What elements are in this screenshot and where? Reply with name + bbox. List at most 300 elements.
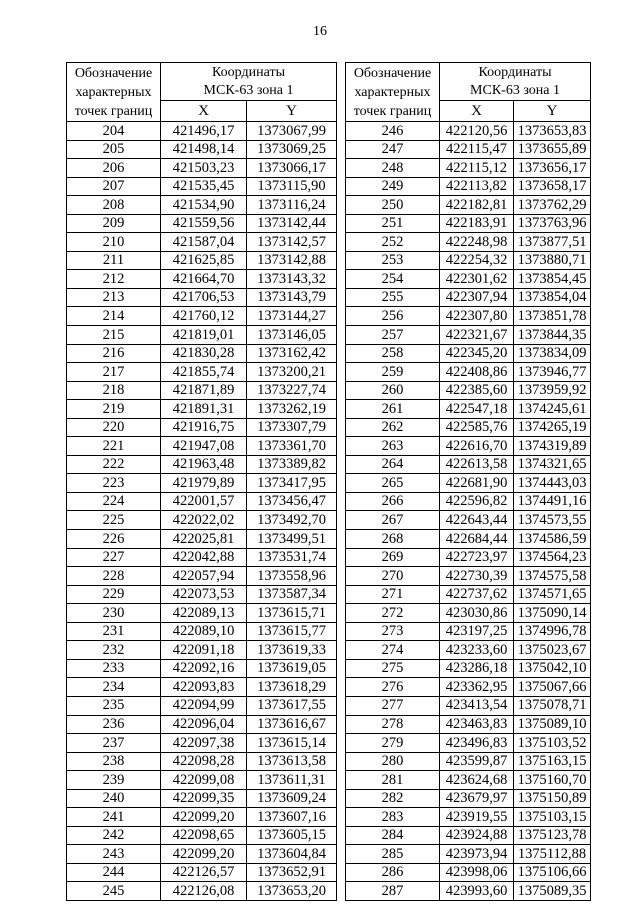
- y-coordinate-cell: 1373587,34: [247, 585, 337, 604]
- x-coordinate-cell: 423624,68: [440, 771, 514, 790]
- x-coordinate-cell: 422321,67: [440, 326, 514, 345]
- table-row: [346, 455, 591, 474]
- point-number-cell: 276: [346, 678, 440, 697]
- table-row: [67, 715, 337, 734]
- y-coordinate-cell: 1373531,74: [247, 548, 337, 567]
- table-row: [67, 789, 337, 808]
- point-number-cell: 215: [67, 326, 161, 345]
- table-row: [346, 159, 591, 178]
- y-coordinate-cell: 1373417,95: [247, 474, 337, 493]
- point-number-cell: 266: [346, 492, 440, 511]
- table-row: [346, 752, 591, 771]
- x-coordinate-cell: 423413,54: [440, 696, 514, 715]
- point-number-cell: 236: [67, 715, 161, 734]
- point-number-cell: 217: [67, 363, 161, 382]
- table-row: [346, 288, 591, 307]
- point-number-cell: 258: [346, 344, 440, 363]
- point-number-cell: 224: [67, 492, 161, 511]
- y-coordinate-cell: 1373162,42: [247, 344, 337, 363]
- point-number-cell: 205: [67, 140, 161, 159]
- y-coordinate-cell: 1373616,67: [247, 715, 337, 734]
- x-coordinate-cell: 422096,04: [161, 715, 247, 734]
- point-number-cell: 284: [346, 826, 440, 845]
- y-coordinate-cell: 1373115,90: [247, 177, 337, 196]
- y-coordinate-cell: 1373619,05: [247, 659, 337, 678]
- table-row: [67, 177, 337, 196]
- table-row: [67, 288, 337, 307]
- point-number-cell: 279: [346, 734, 440, 753]
- point-number-cell: 274: [346, 641, 440, 660]
- x-coordinate-cell: 422643,44: [440, 511, 514, 530]
- x-coordinate-cell: 422093,83: [161, 678, 247, 697]
- table-row: [346, 400, 591, 419]
- x-coordinate-cell: 422126,08: [161, 882, 247, 901]
- point-number-cell: 234: [67, 678, 161, 697]
- y-coordinate-cell: 1373146,05: [247, 326, 337, 345]
- table-row: [67, 159, 337, 178]
- x-coordinate-cell: 421979,89: [161, 474, 247, 493]
- y-coordinate-cell: 1373143,32: [247, 270, 337, 289]
- point-number-cell: 212: [67, 270, 161, 289]
- point-number-cell: 261: [346, 400, 440, 419]
- table-row: [346, 418, 591, 437]
- point-number-cell: 245: [67, 882, 161, 901]
- x-coordinate-cell: 423679,97: [440, 789, 514, 808]
- y-coordinate-cell: 1374586,59: [514, 530, 591, 549]
- x-coordinate-cell: 421587,04: [161, 233, 247, 252]
- table-row: [67, 604, 337, 623]
- table-row: [67, 492, 337, 511]
- y-coordinate-cell: 1373877,51: [514, 233, 591, 252]
- table-row: [346, 140, 591, 159]
- y-coordinate-cell: 1373607,16: [247, 808, 337, 827]
- y-coordinate-cell: 1373851,78: [514, 307, 591, 326]
- y-coordinate-cell: 1373653,83: [514, 122, 591, 141]
- table-row: [67, 530, 337, 549]
- point-number-cell: 204: [67, 122, 161, 141]
- table-row: [346, 678, 591, 697]
- point-number-cell: 283: [346, 808, 440, 827]
- y-coordinate-cell: 1373653,20: [247, 882, 337, 901]
- x-coordinate-cell: 422248,98: [440, 233, 514, 252]
- point-number-cell: 206: [67, 159, 161, 178]
- y-coordinate-cell: 1374575,58: [514, 567, 591, 586]
- point-number-cell: 240: [67, 789, 161, 808]
- x-coordinate-cell: 423030,86: [440, 604, 514, 623]
- y-coordinate-cell: 1373307,79: [247, 418, 337, 437]
- y-coordinate-cell: 1373499,51: [247, 530, 337, 549]
- x-coordinate-cell: 423362,95: [440, 678, 514, 697]
- table-row: [67, 122, 337, 141]
- point-number-cell: 227: [67, 548, 161, 567]
- y-coordinate-cell: 1373142,44: [247, 214, 337, 233]
- y-coordinate-cell: 1373456,47: [247, 492, 337, 511]
- point-number-cell: 233: [67, 659, 161, 678]
- table-row: [346, 233, 591, 252]
- point-number-cell: 216: [67, 344, 161, 363]
- point-number-cell: 268: [346, 530, 440, 549]
- y-coordinate-cell: 1373361,70: [247, 437, 337, 456]
- table-row: [346, 641, 591, 660]
- y-coordinate-cell: 1373658,17: [514, 177, 591, 196]
- table-row: [67, 845, 337, 864]
- point-number-cell: 226: [67, 530, 161, 549]
- point-number-cell: 207: [67, 177, 161, 196]
- point-number-cell: 219: [67, 400, 161, 419]
- point-number-cell: 214: [67, 307, 161, 326]
- point-number-cell: 265: [346, 474, 440, 493]
- x-coordinate-cell: 422183,91: [440, 214, 514, 233]
- table-row: [67, 381, 337, 400]
- x-coordinate-cell: 422301,62: [440, 270, 514, 289]
- table-row: [346, 363, 591, 382]
- header-y: Y: [247, 101, 337, 122]
- point-number-cell: 267: [346, 511, 440, 530]
- y-coordinate-cell: 1374564,23: [514, 548, 591, 567]
- x-coordinate-cell: 421535,45: [161, 177, 247, 196]
- x-coordinate-cell: 422182,81: [440, 196, 514, 215]
- table-row: [346, 344, 591, 363]
- y-coordinate-cell: 1373880,71: [514, 251, 591, 270]
- point-number-cell: 237: [67, 734, 161, 753]
- table-row: [67, 548, 337, 567]
- x-coordinate-cell: 422099,35: [161, 789, 247, 808]
- point-number-cell: 260: [346, 381, 440, 400]
- table-row: [346, 511, 591, 530]
- x-coordinate-cell: 422254,32: [440, 251, 514, 270]
- y-coordinate-cell: 1375106,66: [514, 863, 591, 882]
- x-coordinate-cell: 421760,12: [161, 307, 247, 326]
- x-coordinate-cell: 421830,28: [161, 344, 247, 363]
- point-number-cell: 225: [67, 511, 161, 530]
- y-coordinate-cell: 1373655,89: [514, 140, 591, 159]
- x-coordinate-cell: 422616,70: [440, 437, 514, 456]
- table-row: [346, 789, 591, 808]
- point-number-cell: 220: [67, 418, 161, 437]
- point-number-cell: 230: [67, 604, 161, 623]
- y-coordinate-cell: 1375089,35: [514, 882, 591, 901]
- table-row: [346, 177, 591, 196]
- y-coordinate-cell: 1375150,89: [514, 789, 591, 808]
- table-row: [67, 678, 337, 697]
- x-coordinate-cell: 422120,56: [440, 122, 514, 141]
- y-coordinate-cell: 1373615,77: [247, 622, 337, 641]
- point-number-cell: 218: [67, 381, 161, 400]
- y-coordinate-cell: 1375042,10: [514, 659, 591, 678]
- y-coordinate-cell: 1373069,25: [247, 140, 337, 159]
- x-coordinate-cell: 422113,82: [440, 177, 514, 196]
- table-row: [67, 455, 337, 474]
- point-number-cell: 249: [346, 177, 440, 196]
- table-row: [346, 251, 591, 270]
- x-coordinate-cell: 422345,20: [440, 344, 514, 363]
- y-coordinate-cell: 1373618,29: [247, 678, 337, 697]
- x-coordinate-cell: 423496,83: [440, 734, 514, 753]
- x-coordinate-cell: 421496,17: [161, 122, 247, 141]
- table-row: [67, 771, 337, 790]
- y-coordinate-cell: 1373762,29: [514, 196, 591, 215]
- point-number-cell: 278: [346, 715, 440, 734]
- point-number-cell: 250: [346, 196, 440, 215]
- point-number-cell: 255: [346, 288, 440, 307]
- x-coordinate-cell: 422073,53: [161, 585, 247, 604]
- x-coordinate-cell: 422408,86: [440, 363, 514, 382]
- header-x: X: [440, 101, 514, 122]
- coordinates-table-left: [66, 62, 337, 901]
- y-coordinate-cell: 1373200,21: [247, 363, 337, 382]
- table-row: [67, 826, 337, 845]
- x-coordinate-cell: 421664,70: [161, 270, 247, 289]
- table-row: [346, 696, 591, 715]
- point-number-cell: 246: [346, 122, 440, 141]
- table-row: [67, 734, 337, 753]
- point-number-cell: 287: [346, 882, 440, 901]
- y-coordinate-cell: 1375112,88: [514, 845, 591, 864]
- point-number-cell: 281: [346, 771, 440, 790]
- table-row: [346, 826, 591, 845]
- y-coordinate-cell: 1374996,78: [514, 622, 591, 641]
- x-coordinate-cell: 423599,87: [440, 752, 514, 771]
- y-coordinate-cell: 1373615,14: [247, 734, 337, 753]
- y-coordinate-cell: 1375067,66: [514, 678, 591, 697]
- header-point-designation: Обозначение характерных точек границ: [67, 63, 161, 122]
- y-coordinate-cell: 1374245,61: [514, 400, 591, 419]
- x-coordinate-cell: 423993,60: [440, 882, 514, 901]
- table-row: [67, 585, 337, 604]
- y-coordinate-cell: 1373617,55: [247, 696, 337, 715]
- point-number-cell: 264: [346, 455, 440, 474]
- point-number-cell: 257: [346, 326, 440, 345]
- table-row: [346, 863, 591, 882]
- table-row: [67, 882, 337, 901]
- point-number-cell: 269: [346, 548, 440, 567]
- table-row: [346, 882, 591, 901]
- table-row: [67, 418, 337, 437]
- x-coordinate-cell: 423197,25: [440, 622, 514, 641]
- point-number-cell: 244: [67, 863, 161, 882]
- point-number-cell: 254: [346, 270, 440, 289]
- point-number-cell: 285: [346, 845, 440, 864]
- point-number-cell: 270: [346, 567, 440, 586]
- y-coordinate-cell: 1375103,15: [514, 808, 591, 827]
- x-coordinate-cell: 423286,18: [440, 659, 514, 678]
- x-coordinate-cell: 422385,60: [440, 381, 514, 400]
- table-row: [67, 326, 337, 345]
- y-coordinate-cell: 1373613,58: [247, 752, 337, 771]
- x-coordinate-cell: 423973,94: [440, 845, 514, 864]
- point-number-cell: 228: [67, 567, 161, 586]
- table-row: [67, 214, 337, 233]
- table-row: [67, 641, 337, 660]
- y-coordinate-cell: 1373854,04: [514, 288, 591, 307]
- header-coordinates: Координаты МСК-63 зона 1: [440, 63, 591, 101]
- x-coordinate-cell: 421947,08: [161, 437, 247, 456]
- table-row: [346, 771, 591, 790]
- y-coordinate-cell: 1374443,03: [514, 474, 591, 493]
- table-row: [346, 381, 591, 400]
- table-row: [67, 863, 337, 882]
- x-coordinate-cell: 422022,02: [161, 511, 247, 530]
- point-number-cell: 280: [346, 752, 440, 771]
- x-coordinate-cell: 421625,85: [161, 251, 247, 270]
- y-coordinate-cell: 1373611,31: [247, 771, 337, 790]
- table-row: [67, 344, 337, 363]
- y-coordinate-cell: 1375089,10: [514, 715, 591, 734]
- y-coordinate-cell: 1373558,96: [247, 567, 337, 586]
- x-coordinate-cell: 422730,39: [440, 567, 514, 586]
- table-row: [67, 752, 337, 771]
- y-coordinate-cell: 1373959,92: [514, 381, 591, 400]
- point-number-cell: 211: [67, 251, 161, 270]
- x-coordinate-cell: 421891,31: [161, 400, 247, 419]
- x-coordinate-cell: 422737,62: [440, 585, 514, 604]
- x-coordinate-cell: 422307,80: [440, 307, 514, 326]
- x-coordinate-cell: 423919,55: [440, 808, 514, 827]
- point-number-cell: 223: [67, 474, 161, 493]
- x-coordinate-cell: 422099,08: [161, 771, 247, 790]
- x-coordinate-cell: 422099,20: [161, 808, 247, 827]
- point-number-cell: 221: [67, 437, 161, 456]
- x-coordinate-cell: 421559,56: [161, 214, 247, 233]
- x-coordinate-cell: 423233,60: [440, 641, 514, 660]
- table-row: [67, 511, 337, 530]
- y-coordinate-cell: 1375090,14: [514, 604, 591, 623]
- y-coordinate-cell: 1373844,35: [514, 326, 591, 345]
- x-coordinate-cell: 423463,83: [440, 715, 514, 734]
- point-number-cell: 238: [67, 752, 161, 771]
- x-coordinate-cell: 423998,06: [440, 863, 514, 882]
- point-number-cell: 243: [67, 845, 161, 864]
- point-number-cell: 247: [346, 140, 440, 159]
- x-coordinate-cell: 422126,57: [161, 863, 247, 882]
- y-coordinate-cell: 1373262,19: [247, 400, 337, 419]
- x-coordinate-cell: 421963,48: [161, 455, 247, 474]
- x-coordinate-cell: 422684,44: [440, 530, 514, 549]
- y-coordinate-cell: 1374321,65: [514, 455, 591, 474]
- table-row: [346, 604, 591, 623]
- table-row: [346, 326, 591, 345]
- x-coordinate-cell: 421706,53: [161, 288, 247, 307]
- table-row: [67, 474, 337, 493]
- page-number: 16: [313, 24, 327, 39]
- y-coordinate-cell: 1373389,82: [247, 455, 337, 474]
- table-row: [346, 659, 591, 678]
- table-row: [346, 307, 591, 326]
- table-row: [346, 808, 591, 827]
- y-coordinate-cell: 1375160,70: [514, 771, 591, 790]
- x-coordinate-cell: 422025,81: [161, 530, 247, 549]
- x-coordinate-cell: 422723,97: [440, 548, 514, 567]
- point-number-cell: 272: [346, 604, 440, 623]
- y-coordinate-cell: 1373142,88: [247, 251, 337, 270]
- y-coordinate-cell: 1373619,33: [247, 641, 337, 660]
- table-row: [67, 696, 337, 715]
- table-row: [346, 214, 591, 233]
- header-coordinates: Координаты МСК-63 зона 1: [161, 63, 337, 101]
- y-coordinate-cell: 1373604,84: [247, 845, 337, 864]
- table-row: [67, 808, 337, 827]
- x-coordinate-cell: 422098,28: [161, 752, 247, 771]
- y-coordinate-cell: 1374573,55: [514, 511, 591, 530]
- x-coordinate-cell: 422091,18: [161, 641, 247, 660]
- table-row: [346, 474, 591, 493]
- x-coordinate-cell: 423924,88: [440, 826, 514, 845]
- header-point-designation: Обозначение характерных точек границ: [346, 63, 440, 122]
- y-coordinate-cell: 1373763,96: [514, 214, 591, 233]
- y-coordinate-cell: 1373144,27: [247, 307, 337, 326]
- point-number-cell: 271: [346, 585, 440, 604]
- table-row: [346, 715, 591, 734]
- y-coordinate-cell: 1373652,91: [247, 863, 337, 882]
- x-coordinate-cell: 422099,20: [161, 845, 247, 864]
- point-number-cell: 277: [346, 696, 440, 715]
- y-coordinate-cell: 1374491,16: [514, 492, 591, 511]
- point-number-cell: 235: [67, 696, 161, 715]
- x-coordinate-cell: 421534,90: [161, 196, 247, 215]
- header-x: X: [161, 101, 247, 122]
- point-number-cell: 259: [346, 363, 440, 382]
- point-number-cell: 273: [346, 622, 440, 641]
- table-row: [346, 622, 591, 641]
- y-coordinate-cell: 1373609,24: [247, 789, 337, 808]
- point-number-cell: 213: [67, 288, 161, 307]
- point-number-cell: 229: [67, 585, 161, 604]
- x-coordinate-cell: 421855,74: [161, 363, 247, 382]
- x-coordinate-cell: 422115,12: [440, 159, 514, 178]
- x-coordinate-cell: 422042,88: [161, 548, 247, 567]
- point-number-cell: 248: [346, 159, 440, 178]
- table-row: [67, 622, 337, 641]
- y-coordinate-cell: 1373615,71: [247, 604, 337, 623]
- x-coordinate-cell: 422097,38: [161, 734, 247, 753]
- x-coordinate-cell: 422098,65: [161, 826, 247, 845]
- point-number-cell: 251: [346, 214, 440, 233]
- point-number-cell: 286: [346, 863, 440, 882]
- y-coordinate-cell: 1373834,09: [514, 344, 591, 363]
- table-row: [346, 530, 591, 549]
- y-coordinate-cell: 1374319,89: [514, 437, 591, 456]
- table-row: [346, 548, 591, 567]
- y-coordinate-cell: 1373605,15: [247, 826, 337, 845]
- y-coordinate-cell: 1373946,77: [514, 363, 591, 382]
- y-coordinate-cell: 1373492,70: [247, 511, 337, 530]
- y-coordinate-cell: 1375123,78: [514, 826, 591, 845]
- y-coordinate-cell: 1375023,67: [514, 641, 591, 660]
- point-number-cell: 252: [346, 233, 440, 252]
- y-coordinate-cell: 1374571,65: [514, 585, 591, 604]
- table-row: [346, 567, 591, 586]
- y-coordinate-cell: 1373066,17: [247, 159, 337, 178]
- table-row: [67, 400, 337, 419]
- x-coordinate-cell: 421819,01: [161, 326, 247, 345]
- y-coordinate-cell: 1375163,15: [514, 752, 591, 771]
- x-coordinate-cell: 422585,76: [440, 418, 514, 437]
- x-coordinate-cell: 422001,57: [161, 492, 247, 511]
- x-coordinate-cell: 422681,90: [440, 474, 514, 493]
- x-coordinate-cell: 422115,47: [440, 140, 514, 159]
- table-row: [346, 492, 591, 511]
- x-coordinate-cell: 422094,99: [161, 696, 247, 715]
- x-coordinate-cell: 422547,18: [440, 400, 514, 419]
- point-number-cell: 253: [346, 251, 440, 270]
- table-row: [67, 437, 337, 456]
- x-coordinate-cell: 422089,13: [161, 604, 247, 623]
- table-row: [67, 251, 337, 270]
- table-row: [67, 307, 337, 326]
- y-coordinate-cell: 1373143,79: [247, 288, 337, 307]
- point-number-cell: 275: [346, 659, 440, 678]
- x-coordinate-cell: 422307,94: [440, 288, 514, 307]
